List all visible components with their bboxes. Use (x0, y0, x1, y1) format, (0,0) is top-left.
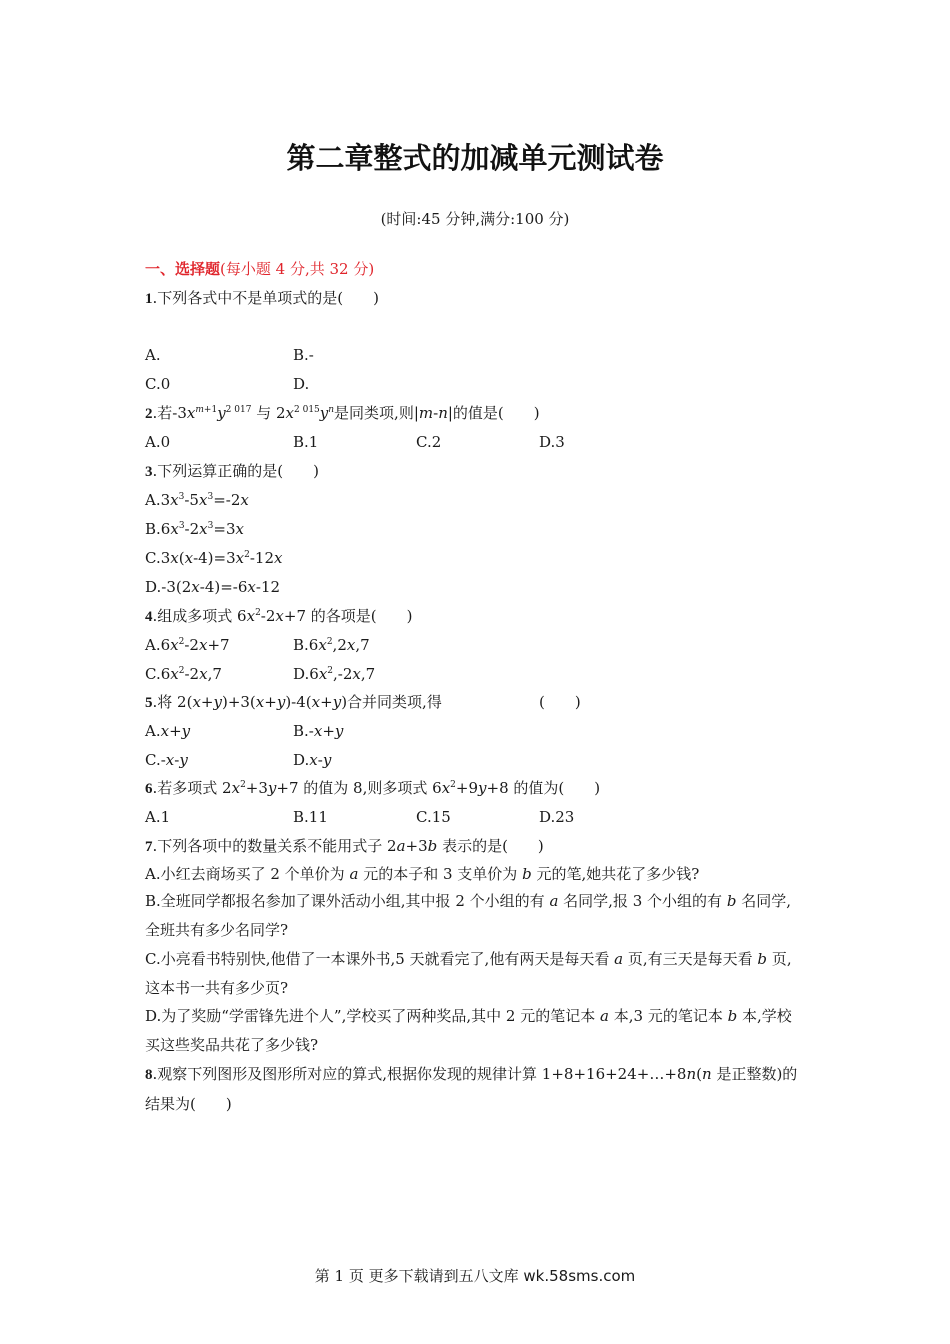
q3-option-b: $B.6x^3-2x^3=3x$ (145, 520, 244, 538)
q2-option-a: A.0 (145, 433, 171, 451)
q7-option-c: C.小亮看书特别快,他借了一本课外书,5 天就看完了,他有两天是每天看 a 页,有三天是每天看 b 页,这本书一共有多少页? (145, 950, 792, 997)
q3-option-c: $C.3x(x-4)=3x^2-12x$ (145, 549, 283, 567)
question-8: 8.观察下列图形及图形所对应的算式,根据你发现的规律计算 1+8+16+24+…+8n(n 是正整数)的结果为( ) (145, 1065, 798, 1113)
q1-option-c: C.0 (145, 375, 171, 393)
q5-option-b: B.-x+y (293, 722, 344, 740)
question-3: 3.下列运算正确的是( ) (145, 462, 319, 480)
q1-option-a: A. (145, 346, 161, 364)
question-4: 4.组成多项式 $6x^2-2x+7$ 的各项是( ) (145, 607, 413, 625)
footer-site-link[interactable]: wk.58sms.com (523, 1267, 636, 1285)
q7-option-a: A.小红去商场买了 2 个单价为 a 元的本子和 3 支单价为 b 元的笔,她共花了多少钱? (145, 865, 700, 883)
q4-option-d: $D.6x^2,-2x,7$ (293, 665, 376, 683)
q4-option-a: $A.6x^2-2x+7$ (145, 636, 230, 654)
q1-option-b: B.- (293, 346, 314, 364)
q6-option-a: A.1 (145, 808, 171, 826)
q2-option-b: B.1 (293, 433, 319, 451)
question-2: 2.若$-3x^{m+1}y^{2 017}$ 与 $2x^{2 015}y^n$是同类项,则|m-n|的值是( ) (145, 404, 540, 422)
q1-option-d: D. (293, 375, 310, 393)
q5-answer-paren: ( ) (539, 693, 581, 711)
section-heading: 一、选择题(每小题 4 分,共 32 分) (145, 260, 375, 278)
q4-option-b: $B.6x^2,2x,7$ (293, 636, 370, 654)
question-6: 6.若多项式 $2x^2+3y+7$ 的值为 8,则多项式 $6x^2+9y+8$ 的值为( ) (145, 779, 601, 797)
q4-option-c: $C.6x^2-2x,7$ (145, 665, 222, 683)
question-7: 7.下列各项中的数量关系不能用式子 2a+3b 表示的是( ) (145, 837, 544, 855)
q6-option-d: D.23 (539, 808, 575, 826)
q3-option-a: $A.3x^3-5x^3=-2x$ (145, 491, 249, 509)
q3-option-d: D.-3(2x-4)=-6x-12 (145, 578, 281, 596)
q5-option-c: C.-x-y (145, 751, 188, 769)
question-1: 1.下列各式中不是单项式的是( ) (145, 289, 379, 307)
q7-option-b: B.全班同学都报名参加了课外活动小组,其中报 2 个小组的有 a 名同学,报 3 个小组的有 b 名同学,全班共有多少名同学? (145, 892, 791, 939)
q5-option-d: D.x-y (293, 751, 332, 769)
q6-option-c: C.15 (416, 808, 451, 826)
page-footer: 第 1 页 更多下载请到五八文库 wk.58sms.com (314, 1267, 636, 1285)
q7-option-d: D.为了奖励“学雷锋先进个人”,学校买了两种奖品,其中 2 元的笔记本 a 本,3 元的笔记本 b 本,学校买这些奖品共花了多少钱? (145, 1007, 792, 1054)
page-title: 第二章整式的加减单元测试卷 (286, 141, 664, 175)
question-5: 5.将 2(x+y)+3(x+y)-4(x+y)合并同类项,得 (145, 693, 442, 711)
q5-option-a: A.x+y (145, 722, 191, 740)
exam-time-score: (时间:45 分钟,满分:100 分) (380, 210, 570, 228)
q2-option-c: C.2 (416, 433, 442, 451)
q2-option-d: D.3 (539, 433, 565, 451)
q6-option-b: B.11 (293, 808, 328, 826)
